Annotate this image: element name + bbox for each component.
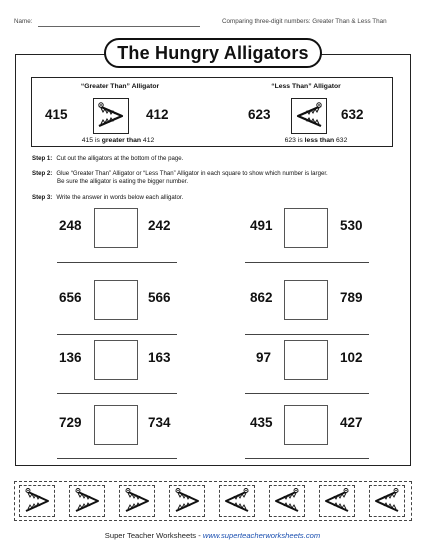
problem-right-number: 242 bbox=[148, 218, 171, 233]
alligator-glue-box[interactable] bbox=[284, 208, 328, 248]
less-than-alligator-icon[interactable] bbox=[219, 485, 255, 517]
worksheet-topic: Comparing three-digit numbers: Greater Than & Less Than bbox=[222, 18, 387, 25]
problem-left-number: 862 bbox=[250, 290, 273, 305]
example-left-number: 415 bbox=[45, 107, 68, 122]
step-2: Step 2: Glue “Greater Than” Alligator or “Less Than” Alligator in each square to show which number is larger. bbox=[32, 170, 328, 177]
problem-right-number: 530 bbox=[340, 218, 363, 233]
alligator-glue-box[interactable] bbox=[284, 340, 328, 380]
less-than-alligator-icon bbox=[291, 98, 327, 134]
example-right-number: 412 bbox=[146, 107, 169, 122]
example-caption-less: “Less Than” Alligator bbox=[271, 83, 341, 90]
step-2-line-2: Be sure the alligator is eating the bigger number. bbox=[57, 178, 189, 185]
greater-than-alligator-icon[interactable] bbox=[19, 485, 55, 517]
alligator-glue-box[interactable] bbox=[94, 405, 138, 445]
answer-line[interactable] bbox=[57, 334, 177, 335]
answer-line[interactable] bbox=[57, 262, 177, 263]
alligator-glue-box[interactable] bbox=[284, 405, 328, 445]
answer-line[interactable] bbox=[245, 262, 369, 263]
footer: Super Teacher Worksheets - www.superteacherworksheets.com bbox=[104, 531, 321, 540]
alligator-glue-box[interactable] bbox=[94, 280, 138, 320]
footer-website-link[interactable]: www.superteacherworksheets.com bbox=[202, 531, 321, 540]
name-line[interactable] bbox=[38, 26, 200, 27]
problem-left-number: 136 bbox=[59, 350, 82, 365]
problem-left-number: 435 bbox=[250, 415, 273, 430]
answer-line[interactable] bbox=[245, 393, 369, 394]
step-3: Step 3: Write the answer in words below each alligator. bbox=[32, 194, 184, 201]
problem-left-number: 97 bbox=[256, 350, 272, 365]
example-right-number: 632 bbox=[341, 107, 364, 122]
problem-left-number: 729 bbox=[59, 415, 82, 430]
problem-right-number: 789 bbox=[340, 290, 363, 305]
name-label: Name: bbox=[14, 18, 33, 25]
problem-right-number: 566 bbox=[148, 290, 171, 305]
greater-than-alligator-icon[interactable] bbox=[119, 485, 155, 517]
example-left-number: 623 bbox=[248, 107, 271, 122]
example-sentence-greater: 415 is greater than 412 bbox=[81, 137, 155, 144]
problem-left-number: 491 bbox=[250, 218, 273, 233]
problem-left-number: 656 bbox=[59, 290, 82, 305]
greater-than-alligator-icon[interactable] bbox=[169, 485, 205, 517]
less-than-alligator-icon[interactable] bbox=[369, 485, 405, 517]
answer-line[interactable] bbox=[57, 458, 177, 459]
answer-line[interactable] bbox=[57, 393, 177, 394]
answer-line[interactable] bbox=[245, 334, 369, 335]
example-sentence-less: 623 is less than 632 bbox=[284, 137, 348, 144]
example-caption-greater: “Greater Than” Alligator bbox=[80, 83, 160, 90]
greater-than-alligator-icon[interactable] bbox=[69, 485, 105, 517]
alligator-glue-box[interactable] bbox=[94, 340, 138, 380]
page-title: The Hungry Alligators bbox=[104, 38, 322, 68]
less-than-alligator-icon[interactable] bbox=[269, 485, 305, 517]
alligator-glue-box[interactable] bbox=[284, 280, 328, 320]
problem-right-number: 163 bbox=[148, 350, 171, 365]
problem-left-number: 248 bbox=[59, 218, 82, 233]
problem-right-number: 734 bbox=[148, 415, 171, 430]
answer-line[interactable] bbox=[245, 458, 369, 459]
problem-right-number: 102 bbox=[340, 350, 363, 365]
greater-than-alligator-icon bbox=[93, 98, 129, 134]
step-1: Step 1: Cut out the alligators at the bottom of the page. bbox=[32, 155, 184, 162]
alligator-glue-box[interactable] bbox=[94, 208, 138, 248]
less-than-alligator-icon[interactable] bbox=[319, 485, 355, 517]
problem-right-number: 427 bbox=[340, 415, 363, 430]
